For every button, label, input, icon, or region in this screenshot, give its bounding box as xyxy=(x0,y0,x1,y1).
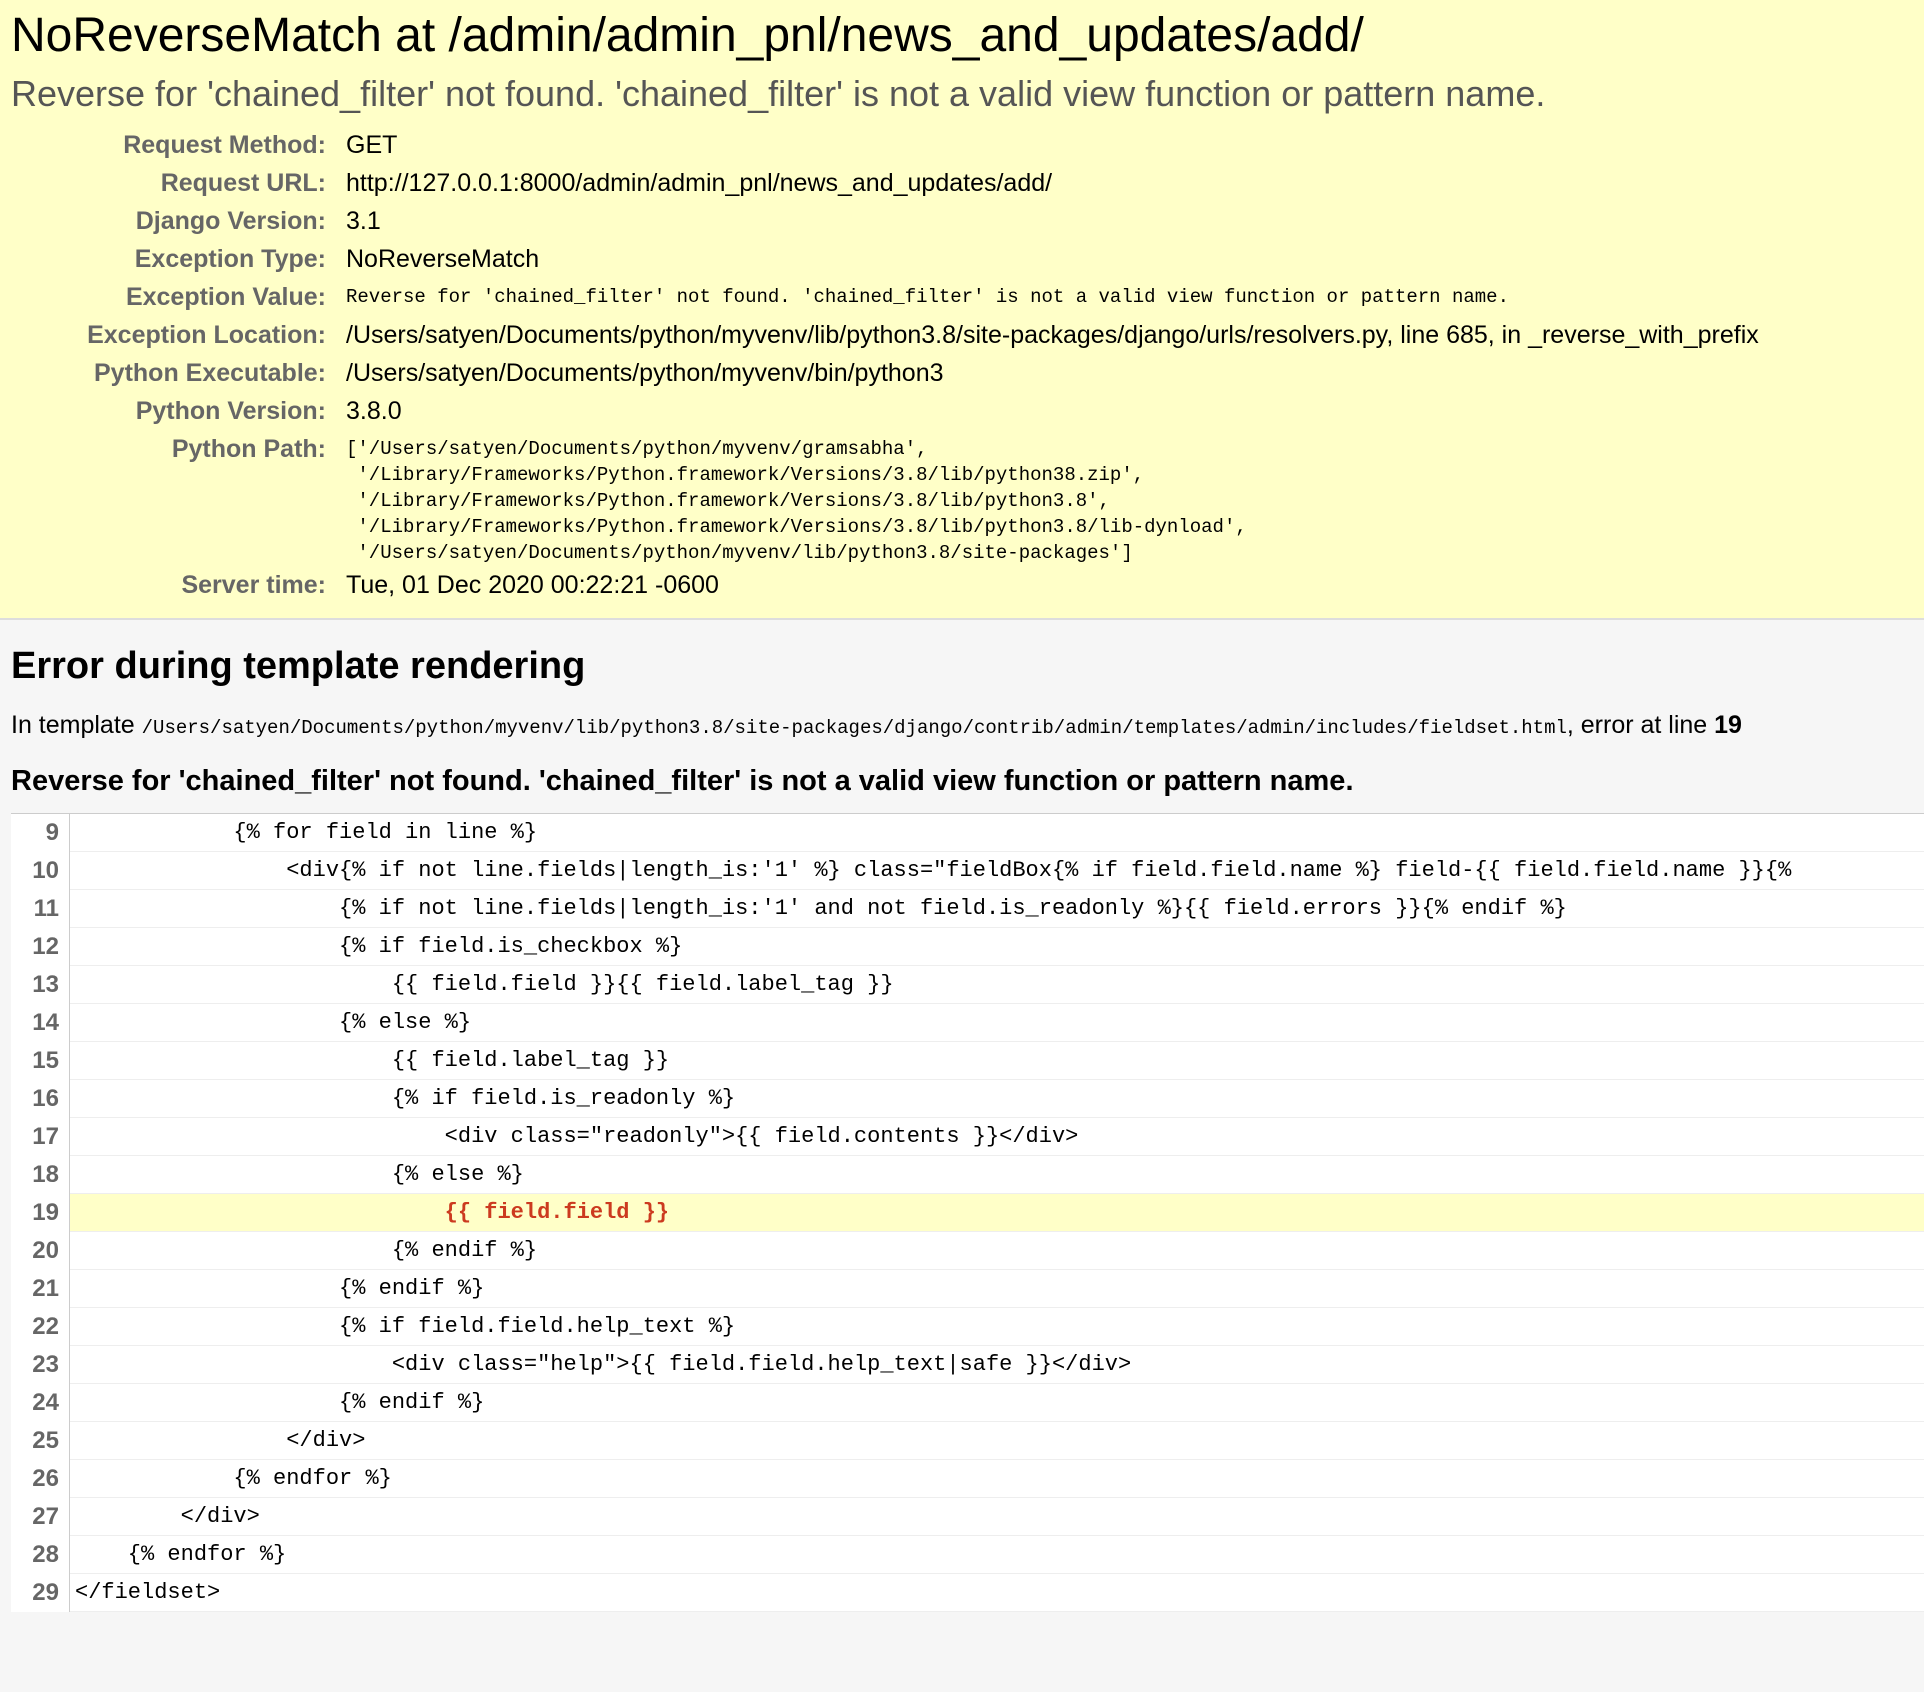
meta-row-server-time xyxy=(11,566,1759,604)
meta-row xyxy=(11,126,1759,164)
error-summary xyxy=(0,0,1924,620)
line-code: </div> xyxy=(70,1422,1924,1460)
source-line xyxy=(11,1422,1924,1460)
meta-value: /Users/satyen/Documents/python/myvenv/bin/python3 xyxy=(346,359,944,387)
source-line xyxy=(11,852,1924,890)
line-number: 28 xyxy=(11,1536,70,1574)
template-error-section xyxy=(0,620,1924,1692)
meta-label: Server time: xyxy=(181,571,326,599)
source-line xyxy=(11,1004,1924,1042)
meta-label: Exception Type: xyxy=(134,245,326,273)
line-number: 29 xyxy=(11,1574,70,1612)
source-line xyxy=(11,1498,1924,1536)
line-code: <div{% if not line.fields|length_is:'1' %} class="fieldBox{% if field.field.name %} field-{{ field.field.name }}{% xyxy=(70,852,1924,890)
source-line xyxy=(11,890,1924,928)
line-code: </div> xyxy=(70,1498,1924,1536)
meta-row xyxy=(11,316,1759,354)
line-code: {% for field in line %} xyxy=(70,814,1924,852)
meta-value: Tue, 01 Dec 2020 00:22:21 -0600 xyxy=(346,571,719,599)
meta-row xyxy=(11,278,1759,316)
template-source-table xyxy=(11,813,1924,1612)
line-code: {% endif %} xyxy=(70,1384,1924,1422)
source-line xyxy=(11,1346,1924,1384)
source-line-error xyxy=(11,1194,1924,1232)
line-number: 21 xyxy=(11,1270,70,1308)
line-number: 16 xyxy=(11,1080,70,1118)
line-number: 19 xyxy=(11,1194,70,1232)
line-code: {% if field.field.help_text %} xyxy=(70,1308,1924,1346)
line-number: 13 xyxy=(11,966,70,1004)
meta-row xyxy=(11,240,1759,278)
line-code: {% else %} xyxy=(70,1004,1924,1042)
meta-value: http://127.0.0.1:8000/admin/admin_pnl/news_and_updates/add/ xyxy=(346,169,1053,197)
line-number: 25 xyxy=(11,1422,70,1460)
line-number: 22 xyxy=(11,1308,70,1346)
line-number: 9 xyxy=(11,814,70,852)
line-number: 26 xyxy=(11,1460,70,1498)
meta-label: Exception Location: xyxy=(87,321,326,349)
meta-row xyxy=(11,392,1759,430)
line-number: 14 xyxy=(11,1004,70,1042)
line-number: 17 xyxy=(11,1118,70,1156)
line-number: 23 xyxy=(11,1346,70,1384)
request-meta-table xyxy=(11,126,1759,604)
error-at-text: , error at line xyxy=(1566,711,1715,739)
meta-value: Reverse for 'chained_filter' not found. 'chained_filter' is not a valid view function or pattern name. xyxy=(346,286,1509,308)
meta-label: Python Path: xyxy=(171,435,326,463)
line-code: {% endif %} xyxy=(70,1232,1924,1270)
meta-label: Exception Value: xyxy=(125,283,326,311)
meta-label: Request Method: xyxy=(123,131,326,159)
meta-label: Request URL: xyxy=(160,169,326,197)
template-location xyxy=(11,708,1913,745)
source-line xyxy=(11,1460,1924,1498)
exception-message: Reverse for 'chained_filter' not found. 'chained_filter' is not a valid view function or pattern name. xyxy=(11,73,1546,114)
meta-value: GET xyxy=(346,131,398,159)
meta-label: Python Executable: xyxy=(94,359,326,387)
meta-row xyxy=(11,354,1759,392)
meta-label: Django Version: xyxy=(135,207,326,235)
meta-value: /Users/satyen/Documents/python/myvenv/lib/python3.8/site-packages/django/urls/resolvers.py, line 685, in _reverse_with_prefix xyxy=(346,321,1759,349)
source-line xyxy=(11,1232,1924,1270)
line-code: {% endfor %} xyxy=(70,1460,1924,1498)
line-code: {{ field.field }}{{ field.label_tag }} xyxy=(70,966,1924,1004)
line-code: {% if field.is_readonly %} xyxy=(70,1080,1924,1118)
line-code: {{ field.field }} xyxy=(70,1194,1924,1232)
error-line-number: 19 xyxy=(1714,711,1742,739)
meta-value: 3.8.0 xyxy=(346,397,402,425)
meta-row xyxy=(11,164,1759,202)
source-line xyxy=(11,1156,1924,1194)
meta-value xyxy=(346,430,1759,566)
meta-value: 3.1 xyxy=(346,207,381,235)
source-line xyxy=(11,1042,1924,1080)
source-line xyxy=(11,928,1924,966)
source-line xyxy=(11,1574,1924,1612)
in-template-prefix: In template xyxy=(11,711,142,739)
line-code: {% else %} xyxy=(70,1156,1924,1194)
meta-value: NoReverseMatch xyxy=(346,245,540,273)
line-number: 24 xyxy=(11,1384,70,1422)
line-number: 10 xyxy=(11,852,70,890)
source-line xyxy=(11,1270,1924,1308)
source-line xyxy=(11,966,1924,1004)
line-code: {% if field.is_checkbox %} xyxy=(70,928,1924,966)
source-line xyxy=(11,1536,1924,1574)
line-number: 18 xyxy=(11,1156,70,1194)
line-code: <div class="help">{{ field.field.help_text|safe }}</div> xyxy=(70,1346,1924,1384)
meta-label: Python Version: xyxy=(135,397,326,425)
template-error-message: Reverse for 'chained_filter' not found. 'chained_filter' is not a valid view function or pattern name. xyxy=(11,765,1354,797)
template-error-heading: Error during template rendering xyxy=(11,645,586,687)
line-code: {% endfor %} xyxy=(70,1536,1924,1574)
meta-row xyxy=(11,202,1759,240)
source-line xyxy=(11,1080,1924,1118)
source-line xyxy=(11,814,1924,852)
line-code: {% if not line.fields|length_is:'1' and not field.is_readonly %}{{ field.errors }}{% endif %} xyxy=(70,890,1924,928)
page-title: NoReverseMatch at /admin/admin_pnl/news_and_updates/add/ xyxy=(11,9,1364,62)
line-number: 12 xyxy=(11,928,70,966)
line-code: <div class="readonly">{{ field.contents }}</div> xyxy=(70,1118,1924,1156)
line-number: 11 xyxy=(11,890,70,928)
source-line xyxy=(11,1384,1924,1422)
template-path: /Users/satyen/Documents/python/myvenv/lib/python3.8/site-packages/django/contrib/admin/templates/admin/includes/fieldset.html xyxy=(141,717,1567,739)
line-code: {% endif %} xyxy=(70,1270,1924,1308)
meta-row-python-path xyxy=(11,430,1759,566)
source-line xyxy=(11,1118,1924,1156)
source-line xyxy=(11,1308,1924,1346)
line-number: 20 xyxy=(11,1232,70,1270)
line-number: 27 xyxy=(11,1498,70,1536)
line-code: </fieldset> xyxy=(70,1574,1924,1612)
line-number: 15 xyxy=(11,1042,70,1080)
line-code: {{ field.label_tag }} xyxy=(70,1042,1924,1080)
python-path-value: ['/Users/satyen/Documents/python/myvenv/gramsabha', '/Library/Frameworks/Python.framework/Versions/3.8/lib/python38.zip', '/Library/Frameworks/Python.framework/Versions/3.8/lib/python3.8', '/Library/Frameworks/Python.framework/Versions/3.8/lib/python3.8/lib-dynload', '/Users/satyen/Documents/python/myvenv/lib/python3.8/site-packages'] xyxy=(346,438,1247,564)
